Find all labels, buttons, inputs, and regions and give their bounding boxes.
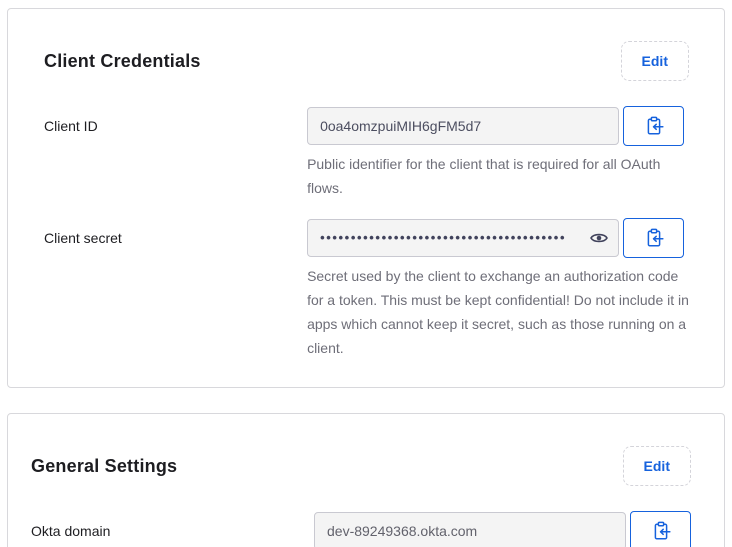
show-client-secret-button[interactable]: [588, 227, 610, 249]
general-settings-card: [7, 413, 725, 547]
general-settings-header: [31, 446, 691, 486]
client-credentials-header: [44, 41, 689, 81]
client-id-value-box[interactable]: [307, 107, 619, 145]
client-secret-masked-value: ••••••••••••••••••••••••••••••••••••••••: [320, 230, 567, 245]
client-id-value: 0oa4omzpuiMIH6gFM5d7: [320, 118, 482, 134]
eye-icon: [590, 231, 608, 245]
okta-domain-value: dev-89249368.okta.com: [327, 523, 478, 539]
copy-to-clipboard-icon: [651, 521, 671, 541]
client-secret-help-text: Secret used by the client to exchange an authorization code for a token. This must be kept confidential! Do not include it in apps which cannot keep it secret, such as those running on a client.: [307, 268, 689, 356]
copy-client-secret-button[interactable]: [623, 218, 684, 258]
okta-domain-label: Okta domain: [31, 523, 111, 539]
section-title-general-settings: General Settings: [31, 455, 178, 476]
client-secret-value-box[interactable]: [307, 219, 619, 257]
client-credentials-card: [7, 8, 725, 388]
copy-client-id-button[interactable]: [623, 106, 684, 146]
client-id-row: [44, 106, 689, 200]
edit-general-settings-button[interactable]: Edit: [623, 446, 691, 486]
client-secret-label: Client secret: [44, 230, 122, 246]
copy-to-clipboard-icon: [644, 228, 664, 248]
edit-client-credentials-button[interactable]: Edit: [621, 41, 689, 81]
copy-to-clipboard-icon: [644, 116, 664, 136]
okta-domain-value-box[interactable]: [314, 512, 626, 547]
client-id-label: Client ID: [44, 118, 98, 134]
client-secret-row: [44, 218, 689, 360]
copy-okta-domain-button[interactable]: [630, 511, 691, 547]
okta-domain-row: [31, 511, 691, 547]
section-title-client-credentials: Client Credentials: [44, 50, 201, 71]
client-id-help-text: Public identifier for the client that is required for all OAuth flows.: [307, 156, 661, 196]
